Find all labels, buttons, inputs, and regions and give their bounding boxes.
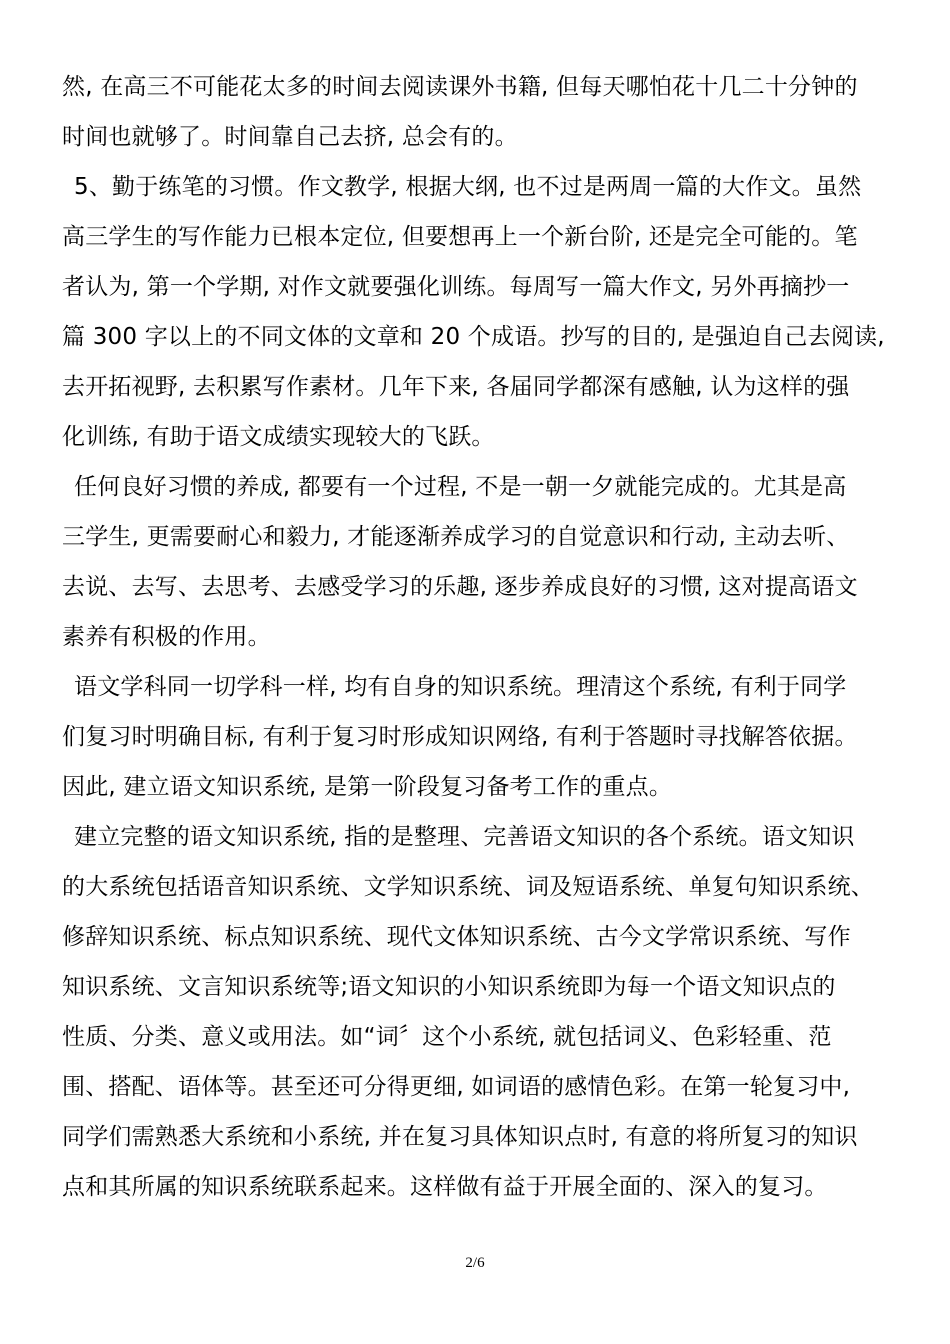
text-line: 点和其所属的知识系统联系起来。这样做有益于开展全面的、深入的复习。 (62, 1174, 828, 1200)
text-line: 建立完整的语文知识系统, 指的是整理、完善语文知识的各个系统。语文知识 (74, 824, 855, 850)
text-line: 任何良好习惯的养成, 都要有一个过程, 不是一朝一夕就能完成的。尤其是高 (74, 474, 847, 500)
text-line: 们复习时明确目标, 有利于复习时形成知识网络, 有利于答题时寻找解答依据。 (62, 724, 858, 750)
text-line: 围、搭配、语体等。甚至还可分得更细, 如词语的感情色彩。在第一轮复习中, (62, 1074, 851, 1100)
text-line: 时间也就够了。时间靠自己去挤, 总会有的。 (62, 124, 518, 150)
text-line: 知识系统、文言知识系统等;语文知识的小知识系统即为每一个语文知识点的 (62, 974, 836, 1000)
text-line: 然, 在高三不可能花太多的时间去阅读课外书籍, 但每天哪怕花十几二十分钟的 (62, 74, 858, 100)
text-line: 去开拓视野, 去积累写作素材。几年下来, 各届同学都深有感触, 认为这样的强 (62, 374, 850, 400)
text-line: 语文学科同一切学科一样, 均有自身的知识系统。理清这个系统, 有利于同学 (74, 674, 847, 700)
text-line: 修辞知识系统、标点知识系统、现代文体知识系统、古今文学常识系统、写作 (62, 924, 851, 950)
text-line: 的大系统包括语音知识系统、文学知识系统、词及短语系统、单复句知识系统、 (62, 874, 874, 900)
text-line: 因此, 建立语文知识系统, 是第一阶段复习备考工作的重点。 (62, 774, 673, 800)
text-line: 去说、去写、去思考、去感受学习的乐趣, 逐步养成良好的习惯, 这对提高语文 (62, 574, 858, 600)
text-line: 者认为, 第一个学期, 对作文就要强化训练。每周写一篇大作文, 另外再摘抄一 (62, 274, 850, 300)
text-line: 三学生, 更需要耐心和毅力, 才能逐渐养成学习的自觉意识和行动, 主动去听、 (62, 524, 850, 550)
text-line: 同学们需熟悉大系统和小系统, 并在复习具体知识点时, 有意的将所复习的知识 (62, 1124, 858, 1150)
text-line: 化训练, 有助于语文成绩实现较大的飞跃。 (62, 424, 495, 450)
page-number: 2/6 (465, 1255, 485, 1271)
text-line: 5、勤于练笔的习惯。作文教学, 根据大纲, 也不过是两周一篇的大作文。虽然 (74, 174, 862, 200)
text-line: 高三学生的写作能力已根本定位, 但要想再上一个新台阶, 还是完全可能的。笔 (62, 224, 858, 250)
text-line: 性质、分类、意义或用法。如“词〞这个小系统, 就包括词义、色彩轻重、范 (62, 1024, 832, 1050)
text-line: 素养有积极的作用。 (62, 624, 271, 650)
text-line: 篇 300 字以上的不同文体的文章和 20 个成语。抄写的目的, 是强迫自己去阅读, (62, 324, 885, 350)
